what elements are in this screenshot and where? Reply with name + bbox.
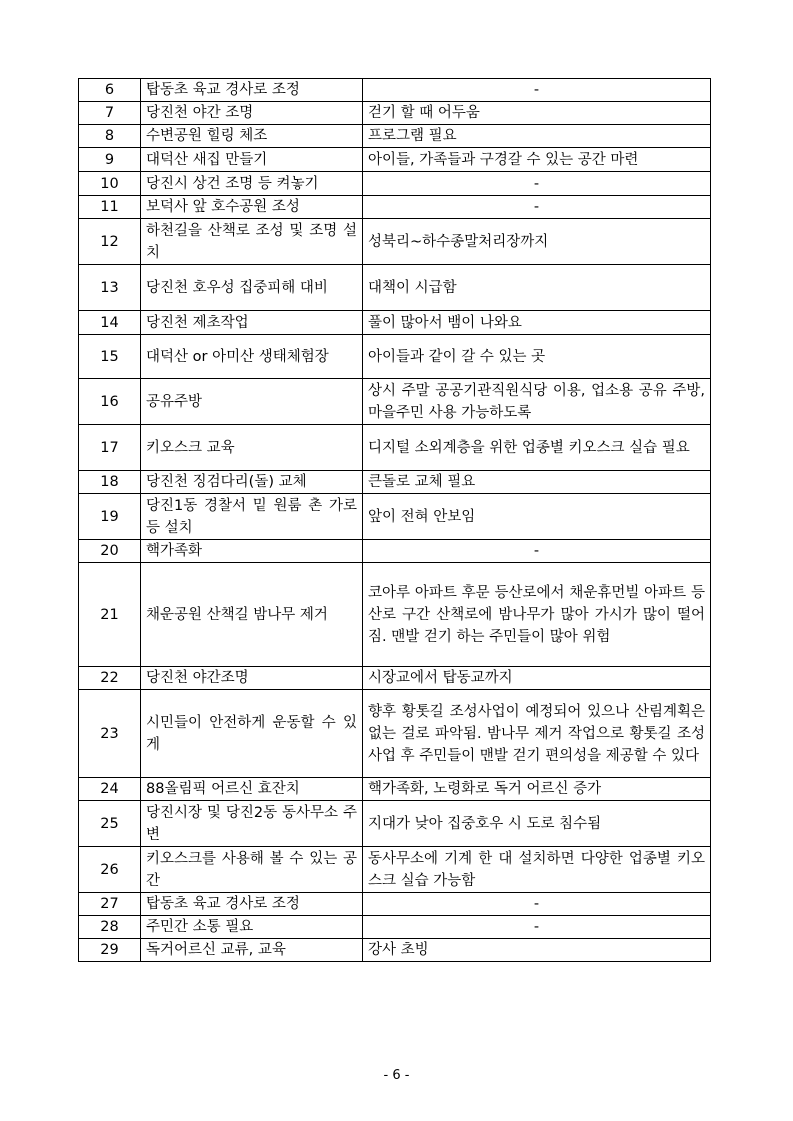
row-topic: 주민간 소통 필요 <box>141 916 363 939</box>
table-row <box>79 379 711 425</box>
row-number: 26 <box>79 847 141 893</box>
table-row <box>79 494 711 540</box>
row-number: 21 <box>79 563 141 667</box>
table-row <box>79 311 711 335</box>
row-number: 23 <box>79 690 141 778</box>
table-row <box>79 148 711 172</box>
row-topic: 당진천 징검다리(돌) 교체 <box>141 471 363 494</box>
row-topic: 당진천 야간조명 <box>141 667 363 690</box>
row-number: 22 <box>79 667 141 690</box>
row-number: 12 <box>79 219 141 265</box>
row-number: 20 <box>79 540 141 563</box>
page-number: - 6 - <box>383 1068 410 1083</box>
row-number: 6 <box>79 79 141 102</box>
row-note: 성북리~하수종말처리장까지 <box>363 219 711 265</box>
table-row <box>79 939 711 962</box>
row-topic: 탑동초 육교 경사로 조정 <box>141 79 363 102</box>
row-topic: 보덕사 앞 호수공원 조성 <box>141 196 363 219</box>
row-note: 프로그램 필요 <box>363 125 711 148</box>
row-note: 큰돌로 교체 필요 <box>363 471 711 494</box>
row-number: 11 <box>79 196 141 219</box>
row-topic: 당진시장 및 당진2동 동사무소 주변 <box>141 801 363 847</box>
row-topic: 하천길을 산책로 조성 및 조명 설치 <box>141 219 363 265</box>
row-topic: 공유주방 <box>141 379 363 425</box>
row-number: 13 <box>79 265 141 311</box>
table-row <box>79 540 711 563</box>
row-note: 동사무소에 기계 한 대 설치하면 다양한 업종별 키오스크 실습 가능함 <box>363 847 711 893</box>
row-number: 7 <box>79 102 141 125</box>
table-row <box>79 335 711 379</box>
row-note: - <box>363 172 711 196</box>
row-note: 풀이 많아서 뱀이 나와요 <box>363 311 711 335</box>
row-number: 8 <box>79 125 141 148</box>
row-note: 아이들, 가족들과 구경갈 수 있는 공간 마련 <box>363 148 711 172</box>
row-topic: 키오스크를 사용해 볼 수 있는 공간 <box>141 847 363 893</box>
row-topic: 당진시 상건 조명 등 켜놓기 <box>141 172 363 196</box>
row-topic: 시민들이 안전하게 운동할 수 있게 <box>141 690 363 778</box>
table-row <box>79 196 711 219</box>
row-topic: 대덕산 새집 만들기 <box>141 148 363 172</box>
table-row <box>79 893 711 916</box>
row-number: 25 <box>79 801 141 847</box>
row-number: 15 <box>79 335 141 379</box>
row-note: - <box>363 916 711 939</box>
row-topic: 당진1동 경찰서 밑 원룸 촌 가로등 설치 <box>141 494 363 540</box>
row-topic: 탑동초 육교 경사로 조정 <box>141 893 363 916</box>
row-topic: 당진천 제초작업 <box>141 311 363 335</box>
row-note: 대책이 시급함 <box>363 265 711 311</box>
table-row <box>79 172 711 196</box>
row-number: 17 <box>79 425 141 471</box>
row-number: 9 <box>79 148 141 172</box>
table-row <box>79 425 711 471</box>
row-number: 24 <box>79 778 141 801</box>
table-row <box>79 102 711 125</box>
row-note: 지대가 낮아 집중호우 시 도로 침수됨 <box>363 801 711 847</box>
row-note: - <box>363 196 711 219</box>
row-note: 아이들과 같이 갈 수 있는 곳 <box>363 335 711 379</box>
table-row <box>79 471 711 494</box>
row-note: - <box>363 540 711 563</box>
table-row <box>79 219 711 265</box>
row-note: - <box>363 893 711 916</box>
row-topic: 당진천 야간 조명 <box>141 102 363 125</box>
table-body <box>79 79 711 962</box>
table-row <box>79 125 711 148</box>
table-row <box>79 667 711 690</box>
row-topic: 키오스크 교육 <box>141 425 363 471</box>
row-topic: 수변공원 힐링 체조 <box>141 125 363 148</box>
table-row <box>79 79 711 102</box>
table-row <box>79 847 711 893</box>
row-note: 강사 초빙 <box>363 939 711 962</box>
row-topic: 핵가족화 <box>141 540 363 563</box>
row-topic: 독거어르신 교류, 교육 <box>141 939 363 962</box>
table-row <box>79 801 711 847</box>
row-note: 코아루 아파트 후문 등산로에서 채운휴먼빌 아파트 등산로 구간 산책로에 밤나무가 많아 가시가 많이 떨어짐. 맨발 걷기 하는 주민들이 많아 위험 <box>363 563 711 667</box>
row-number: 10 <box>79 172 141 196</box>
row-number: 27 <box>79 893 141 916</box>
row-note: 상시 주말 공공기관직원식당 이용, 업소용 공유 주방, 마을주민 사용 가능하도록 <box>363 379 711 425</box>
row-topic: 당진천 호우성 집중피해 대비 <box>141 265 363 311</box>
row-number: 18 <box>79 471 141 494</box>
row-topic: 대덕산 or 아미산 생태체험장 <box>141 335 363 379</box>
row-number: 14 <box>79 311 141 335</box>
row-note: 디지털 소외계층을 위한 업종별 키오스크 실습 필요 <box>363 425 711 471</box>
row-note: 시장교에서 탑동교까지 <box>363 667 711 690</box>
table-row <box>79 265 711 311</box>
row-topic: 88올림픽 어르신 효잔치 <box>141 778 363 801</box>
suggestion-table <box>78 78 711 962</box>
table-row <box>79 778 711 801</box>
row-number: 29 <box>79 939 141 962</box>
table-row <box>79 916 711 939</box>
row-number: 19 <box>79 494 141 540</box>
row-note: 앞이 전혀 안보임 <box>363 494 711 540</box>
row-note: 향후 황톳길 조성사업이 예정되어 있으나 산림계획은 없는 걸로 파악됨. 밤나무 제거 작업으로 황톳길 조성사업 후 주민들이 맨발 걷기 편의성을 제공할 수 있다 <box>363 690 711 778</box>
row-note: 핵가족화, 노령화로 독거 어르신 증가 <box>363 778 711 801</box>
row-number: 16 <box>79 379 141 425</box>
row-note: - <box>363 79 711 102</box>
table-row <box>79 690 711 778</box>
row-topic: 채운공원 산책길 밤나무 제거 <box>141 563 363 667</box>
row-number: 28 <box>79 916 141 939</box>
table-row <box>79 563 711 667</box>
row-note: 걷기 할 때 어두움 <box>363 102 711 125</box>
